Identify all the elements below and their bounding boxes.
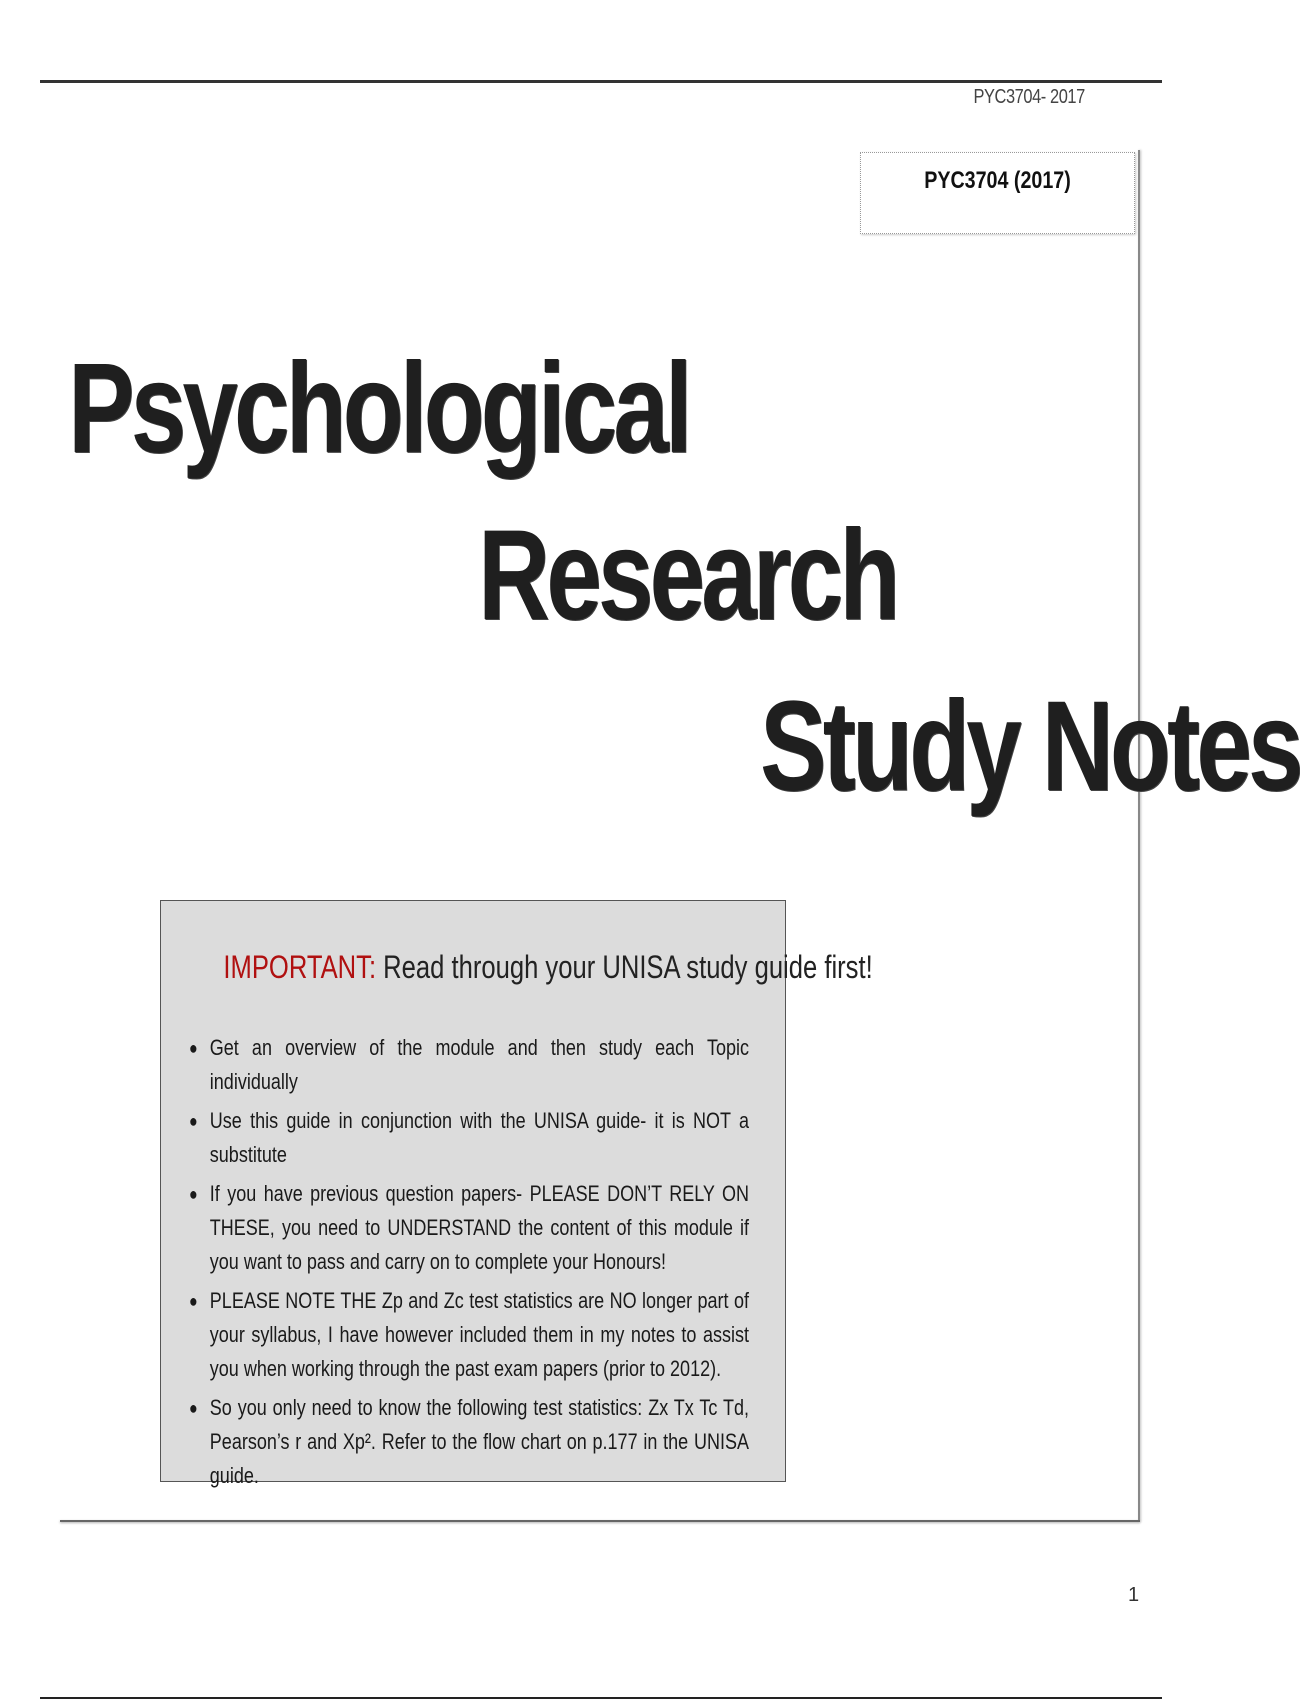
course-code-box-label: PYC3704 (2017)	[924, 167, 1071, 194]
list-item	[189, 1284, 749, 1386]
bullet-icon: ●	[189, 1111, 198, 1131]
list-item	[189, 1391, 749, 1493]
notice-heading-text: Read through your UNISA study guide first!	[376, 949, 873, 985]
header-rule	[40, 80, 1162, 83]
list-item-text: Get an overview of the module and then study each Topic individually	[209, 1035, 750, 1094]
course-code-box	[860, 152, 1135, 234]
page-frame-right-border	[1138, 150, 1140, 1522]
list-item-text: So you only need to know the following test statistics: Zx Tx Tc Td, Pearson’s r and Xp². Refer to the flow chart on p.177 in the UNISA guide.	[209, 1395, 750, 1488]
list-item-text: PLEASE NOTE THE Zp and Zc test statistics are NO longer part of your syllabus, I have however included them in my notes to assist you when working through the past exam papers (prior to 2012).	[209, 1288, 750, 1381]
page-frame-bottom-border	[60, 1520, 1140, 1522]
title-line-research: Research	[478, 504, 897, 647]
header-course-code: PYC3704- 2017	[973, 86, 1085, 108]
bullet-icon: ●	[189, 1291, 198, 1311]
bullet-icon: ●	[189, 1038, 198, 1058]
list-item-text: Use this guide in conjunction with the UNISA guide- it is NOT a substitute	[209, 1108, 750, 1167]
list-item	[189, 1104, 749, 1172]
important-notice-box	[160, 900, 873, 1488]
list-item	[189, 1031, 749, 1099]
title-line-study-notes: Study Notes	[760, 675, 1300, 818]
page-number: 1	[1128, 1584, 1140, 1606]
bullet-icon: ●	[189, 1184, 198, 1204]
notice-heading	[223, 949, 873, 986]
bullet-icon: ●	[189, 1398, 198, 1418]
list-item	[189, 1177, 749, 1279]
list-item-text: If you have previous question papers- PLEASE DON’T RELY ON THESE, you need to UNDERSTAND the content of this module if you want to pass and carry on to complete your Honours!	[209, 1181, 750, 1274]
notice-bullet-list	[189, 1031, 749, 1498]
title-line-psychological: Psychological	[68, 337, 689, 480]
footer-rule	[40, 1697, 1162, 1699]
notice-heading-important-label: IMPORTANT:	[223, 949, 377, 985]
